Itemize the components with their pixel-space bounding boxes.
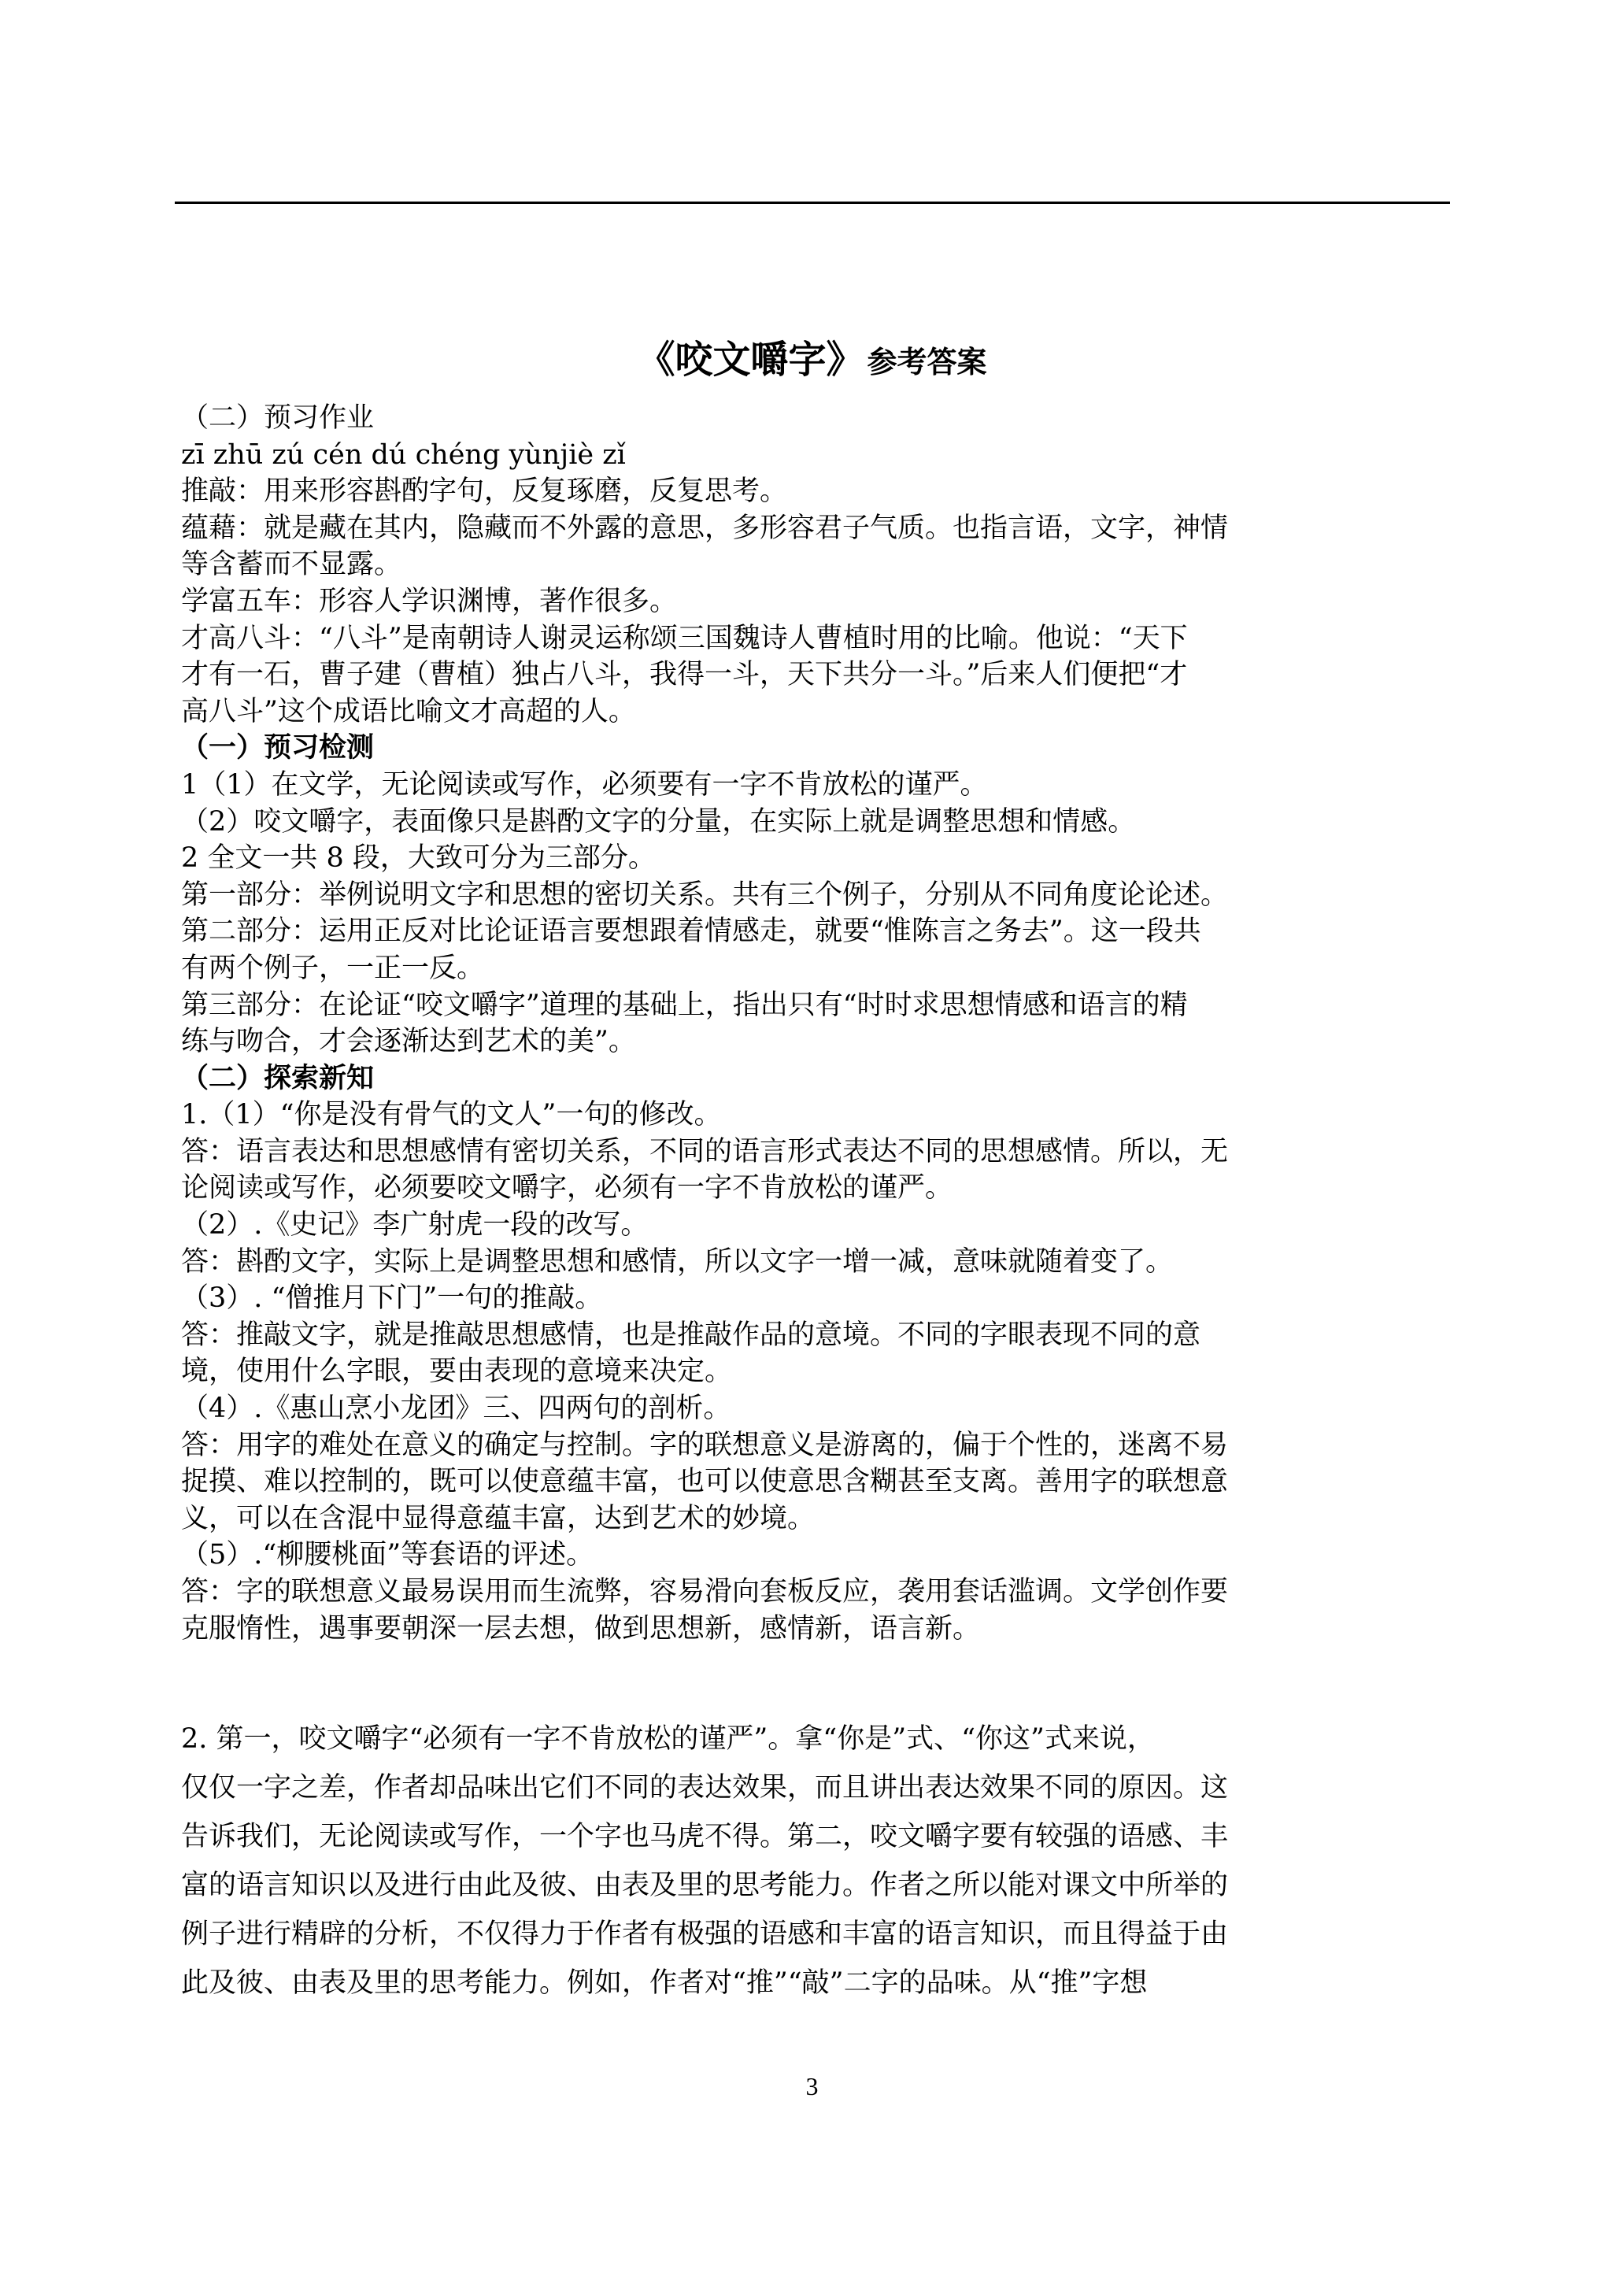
essay-line: 例子进行精辟的分析，不仅得力于作者有极强的语感和丰富的语言知识，而且得益于由 — [181, 1918, 1229, 1950]
text-line: 第三部分：在论证“咬文嚼字”道理的基础上，指出只有“时时求思想情感和语言的精 — [181, 989, 1188, 1021]
section-heading: （二）探索新知 — [181, 1061, 375, 1094]
text-line: 学富五车：形容人学识渊博，著作很多。 — [181, 585, 678, 617]
section-heading: （一）预习检测 — [181, 731, 375, 764]
text-line: （3）. “僧推月下门”一句的推敲。 — [181, 1282, 603, 1315]
answer-body — [181, 400, 1441, 1647]
text-line: （2）咬文嚼字，表面像只是斟酌文字的分量，在实际上就是调整思想和情感。 — [181, 805, 1136, 838]
text-line: 推敲：用来形容斟酌字句，反复琢磨，反复思考。 — [181, 475, 788, 508]
text-line: 第一部分：举例说明文字和思想的密切关系。共有三个例子，分别从不同角度论论述。 — [181, 879, 1229, 911]
text-line: 2 全文一共 8 段，大致可分为三部分。 — [181, 842, 656, 875]
text-line: （二）预习作业 — [181, 402, 375, 434]
text-line: 境，使用什么字眼，要由表现的意境来决定。 — [181, 1356, 733, 1388]
text-line: 练与吻合，才会逐渐达到艺术的美”。 — [181, 1026, 636, 1058]
essay-line: 2. 第一，咬文嚼字“必须有一字不肯放松的谨严”。拿“你是”式、“你这”式来说， — [181, 1723, 1155, 1755]
text-line: 义，可以在含混中显得意蕴丰富，达到艺术的妙境。 — [181, 1502, 816, 1534]
text-line: 捉摸、难以控制的，既可以使意蕴丰富，也可以使意思含糊甚至支离。善用字的联想意 — [181, 1466, 1229, 1498]
text-line: （4）.《惠山烹小龙团》三、四两句的剖析。 — [181, 1393, 731, 1425]
header-rule — [175, 202, 1450, 204]
text-line: 高八斗”这个成语比喻文才高超的人。 — [181, 695, 636, 727]
text-line: zī zhū zú cén dú chéng yùnjiè zǐ — [181, 438, 626, 471]
essay-line: 此及彼、由表及里的思考能力。例如，作者对“推”“敲”二字的品味。从“推”字想 — [181, 1967, 1148, 1999]
essay-paragraph — [181, 1715, 1441, 2007]
essay-line: 富的语言知识以及进行由此及彼、由表及里的思考能力。作者之所以能对课文中所举的 — [181, 1870, 1229, 1901]
text-line: 第二部分：运用正反对比论证语言要想跟着情感走，就要“惟陈言之务去”。这一段共 — [181, 916, 1201, 948]
text-line: 有两个例子，一正一反。 — [181, 952, 485, 984]
text-line: 答：斟酌文字，实际上是调整思想和感情，所以文字一增一减，意味就随着变了。 — [181, 1245, 1174, 1278]
text-line: 论阅读或写作，必须要咬文嚼字，必须有一字不肯放松的谨严。 — [181, 1172, 953, 1204]
text-line: 答：用字的难处在意义的确定与控制。字的联想意义是游离的，偏于个性的，迷离不易 — [181, 1429, 1229, 1461]
page-number: 3 — [805, 2072, 819, 2100]
title-main: 《咬文嚼字》 — [637, 338, 864, 382]
text-line: 答：推敲文字，就是推敲思想感情，也是推敲作品的意境。不同的字眼表现不同的意 — [181, 1319, 1201, 1351]
text-line: 等含蓄而不显露。 — [181, 549, 402, 581]
text-line: 蕴藉：就是藏在其内，隐藏而不外露的意思，多形容君子气质。也指言语，文字，神情 — [181, 512, 1229, 544]
text-line: 才有一石，曹子建（曹植）独占八斗，我得一斗，天下共分一斗。”后来人们便把“才 — [181, 659, 1188, 691]
text-line: （2）.《史记》李广射虎一段的改写。 — [181, 1209, 649, 1241]
text-line: 克服惰性，遇事要朝深一层去想，做到思想新，感情新，语言新。 — [181, 1612, 981, 1645]
essay-line: 告诉我们，无论阅读或写作，一个字也马虎不得。第二，咬文嚼字要有较强的语感、丰 — [181, 1821, 1229, 1852]
essay-line: 仅仅一字之差，作者却品味出它们不同的表达效果，而且讲出表达效果不同的原因。这 — [181, 1772, 1229, 1804]
text-line: 答：字的联想意义最易误用而生流弊，容易滑向套板反应，袭用套话滥调。文学创作要 — [181, 1576, 1229, 1608]
text-line: 1.（1）“你是没有骨气的文人”一句的修改。 — [181, 1099, 722, 1131]
title-subtitle: 参考答案 — [867, 344, 987, 379]
page-title — [0, 329, 1624, 383]
text-line: 1（1）在文学，无论阅读或写作，必须要有一字不肯放松的谨严。 — [181, 768, 988, 801]
text-line: 答：语言表达和思想感情有密切关系，不同的语言形式表达不同的思想感情。所以，无 — [181, 1135, 1229, 1167]
text-line: 才高八斗：“八斗”是南朝诗人谢灵运称颂三国魏诗人曹植时用的比喻。他说：“天下 — [181, 622, 1188, 654]
text-line: （5）.“柳腰桃面”等套语的评述。 — [181, 1539, 594, 1571]
